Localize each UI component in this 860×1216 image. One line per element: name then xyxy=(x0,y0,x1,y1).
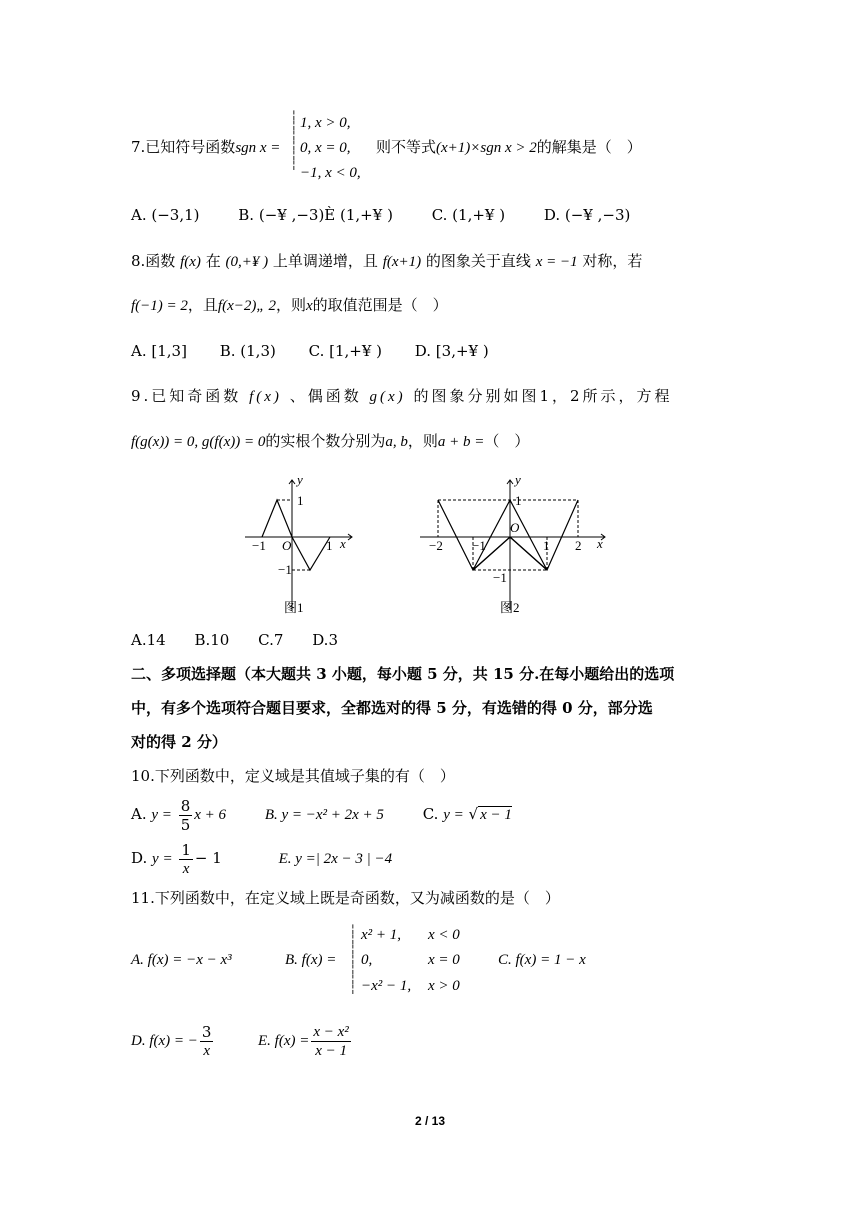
q7-case-mid: 0, x = 0, xyxy=(300,140,351,156)
fig2-x-two: 2 xyxy=(575,538,582,553)
q9-stem-line2: f(g(x)) = 0, g(f(x)) = 0的实根个数分别为a, b，则a + b =（ ） xyxy=(131,432,530,450)
q7-options xyxy=(131,205,630,225)
page-number: 2 / 13 xyxy=(414,1114,446,1128)
q11-option-a: A. f(x) = −x − x³ xyxy=(131,952,232,968)
section2-line2: 中，有多个选项符合题目要求，全都选对的得 5 分，有选错的得 0 分，部分选 xyxy=(131,699,653,717)
fig2-y-one: 1 xyxy=(515,493,522,508)
q7-option-c: C. (1,+¥ ) xyxy=(431,206,506,224)
fig1-y-one: 1 xyxy=(297,493,304,508)
fig2-origin: O xyxy=(510,520,520,535)
q8-options xyxy=(131,341,489,361)
fig1-origin: O xyxy=(282,538,292,553)
q9-options xyxy=(131,630,338,650)
q7-brace: ¦ ¦ ¦ ¦ ¦ ¦ xyxy=(292,108,296,171)
fig1-x-label: x xyxy=(340,536,346,551)
q11-option-b-case2: 0, x = 0 xyxy=(361,952,460,968)
q9-option-b: B.10 xyxy=(194,631,230,649)
fig2-y-label: y xyxy=(515,472,521,487)
q10-option-b: B. y = −x² + 2x + 5 xyxy=(264,807,384,823)
fig1-y-label: y xyxy=(297,472,303,487)
q9-option-c: C.7 xyxy=(258,631,284,649)
q9-option-d: D.3 xyxy=(312,631,338,649)
q9-stem-line1: 9.已知奇函数 f(x) 、偶函数 g(x) 的图象分别如图1，2所示，方程 xyxy=(131,387,673,405)
q10-option-d: D. y = $\frac{1}{x}$ − 1 xyxy=(131,840,222,877)
q7-stem: 7.已知符号函数sgn x = 则不等式(x+1)×sgn x > 2的解集是（ ） xyxy=(131,138,642,156)
q8-stem-line2: f(−1) = 2，且f(x−2)„ 2，则x的取值范围是（ ） xyxy=(131,296,448,314)
q10-option-c: C. y = √ x − 1 xyxy=(422,805,512,823)
fig2-x-neg-two: −2 xyxy=(429,538,443,553)
q7-case-top: 1, x > 0, xyxy=(300,115,351,131)
q7-option-a: A. (−3,1) xyxy=(131,206,200,224)
q10-options-row2 xyxy=(131,838,392,879)
q8-option-b: B. (1,3) xyxy=(219,342,276,360)
q7-option-d: D. (−¥ ,−3) xyxy=(543,206,631,224)
q8-option-a: A. [1,3] xyxy=(131,342,187,360)
fig1-y-neg-one: −1 xyxy=(278,562,292,577)
figure-1 xyxy=(240,470,360,620)
fig2-y-neg-one: −1 xyxy=(493,570,507,585)
section2-line3: 对的得 2 分） xyxy=(131,733,227,751)
fig2-x-label: x xyxy=(597,536,603,551)
q8-stem-line1: 8.函数 f(x) 在 (0,+¥ ) 上单调递增，且 f(x+1) 的图象关于直线 x = −1 对称，若 xyxy=(131,252,643,270)
q11-stem: 11.下列函数中，在定义域上既是奇函数，又为减函数的是（ ） xyxy=(131,889,560,907)
fig1-x-neg-one: −1 xyxy=(252,538,266,553)
fig2-x-one: 1 xyxy=(543,538,550,553)
q11-option-b-case1: x² + 1, x < 0 xyxy=(361,927,460,943)
q11-option-b-brace: ¦ ¦ ¦ ¦ ¦ ¦ ¦ xyxy=(351,922,355,995)
fig1-caption: 图1 xyxy=(284,600,304,615)
fig2-x-neg-one: −1 xyxy=(472,538,486,553)
section2-line1: 二、多项选择题（本大题共 3 小题，每小题 5 分，共 15 分.在每小题给出的选项 xyxy=(131,665,675,683)
q7-option-b: B. (−¥ ,−3)È (1,+¥ ) xyxy=(238,206,393,224)
q10-option-a: A. y = $\frac{8}{5}$ x + 6 xyxy=(131,796,227,834)
q10-option-e: E. y =| 2x − 3 | −4 xyxy=(278,851,393,867)
q10-stem: 10.下列函数中，定义域是其值域子集的有（ ） xyxy=(131,767,455,785)
figure-2 xyxy=(415,470,615,620)
fig2-caption: 图2 xyxy=(500,600,520,615)
q10-options-row1 xyxy=(131,794,512,835)
fig1-x-one: 1 xyxy=(326,538,333,553)
q8-option-d: D. [3,+¥ ) xyxy=(414,342,489,360)
q7-case-bottom: −1, x < 0, xyxy=(300,165,361,181)
q9-option-a: A.14 xyxy=(131,631,166,649)
q8-option-c: C. [1,+¥ ) xyxy=(308,342,382,360)
q11-option-b-case3: −x² − 1, x > 0 xyxy=(361,978,460,994)
q11-option-c: C. f(x) = 1 − x xyxy=(498,952,586,968)
q11-option-d: D. f(x) = − $\frac{3}{x}$ xyxy=(131,1022,212,1059)
q11-option-e: E. f(x) = $\frac{\text{x − x²}}{x - 1}$ xyxy=(258,1023,349,1059)
q11-option-b-label: B. f(x) = xyxy=(285,952,337,968)
